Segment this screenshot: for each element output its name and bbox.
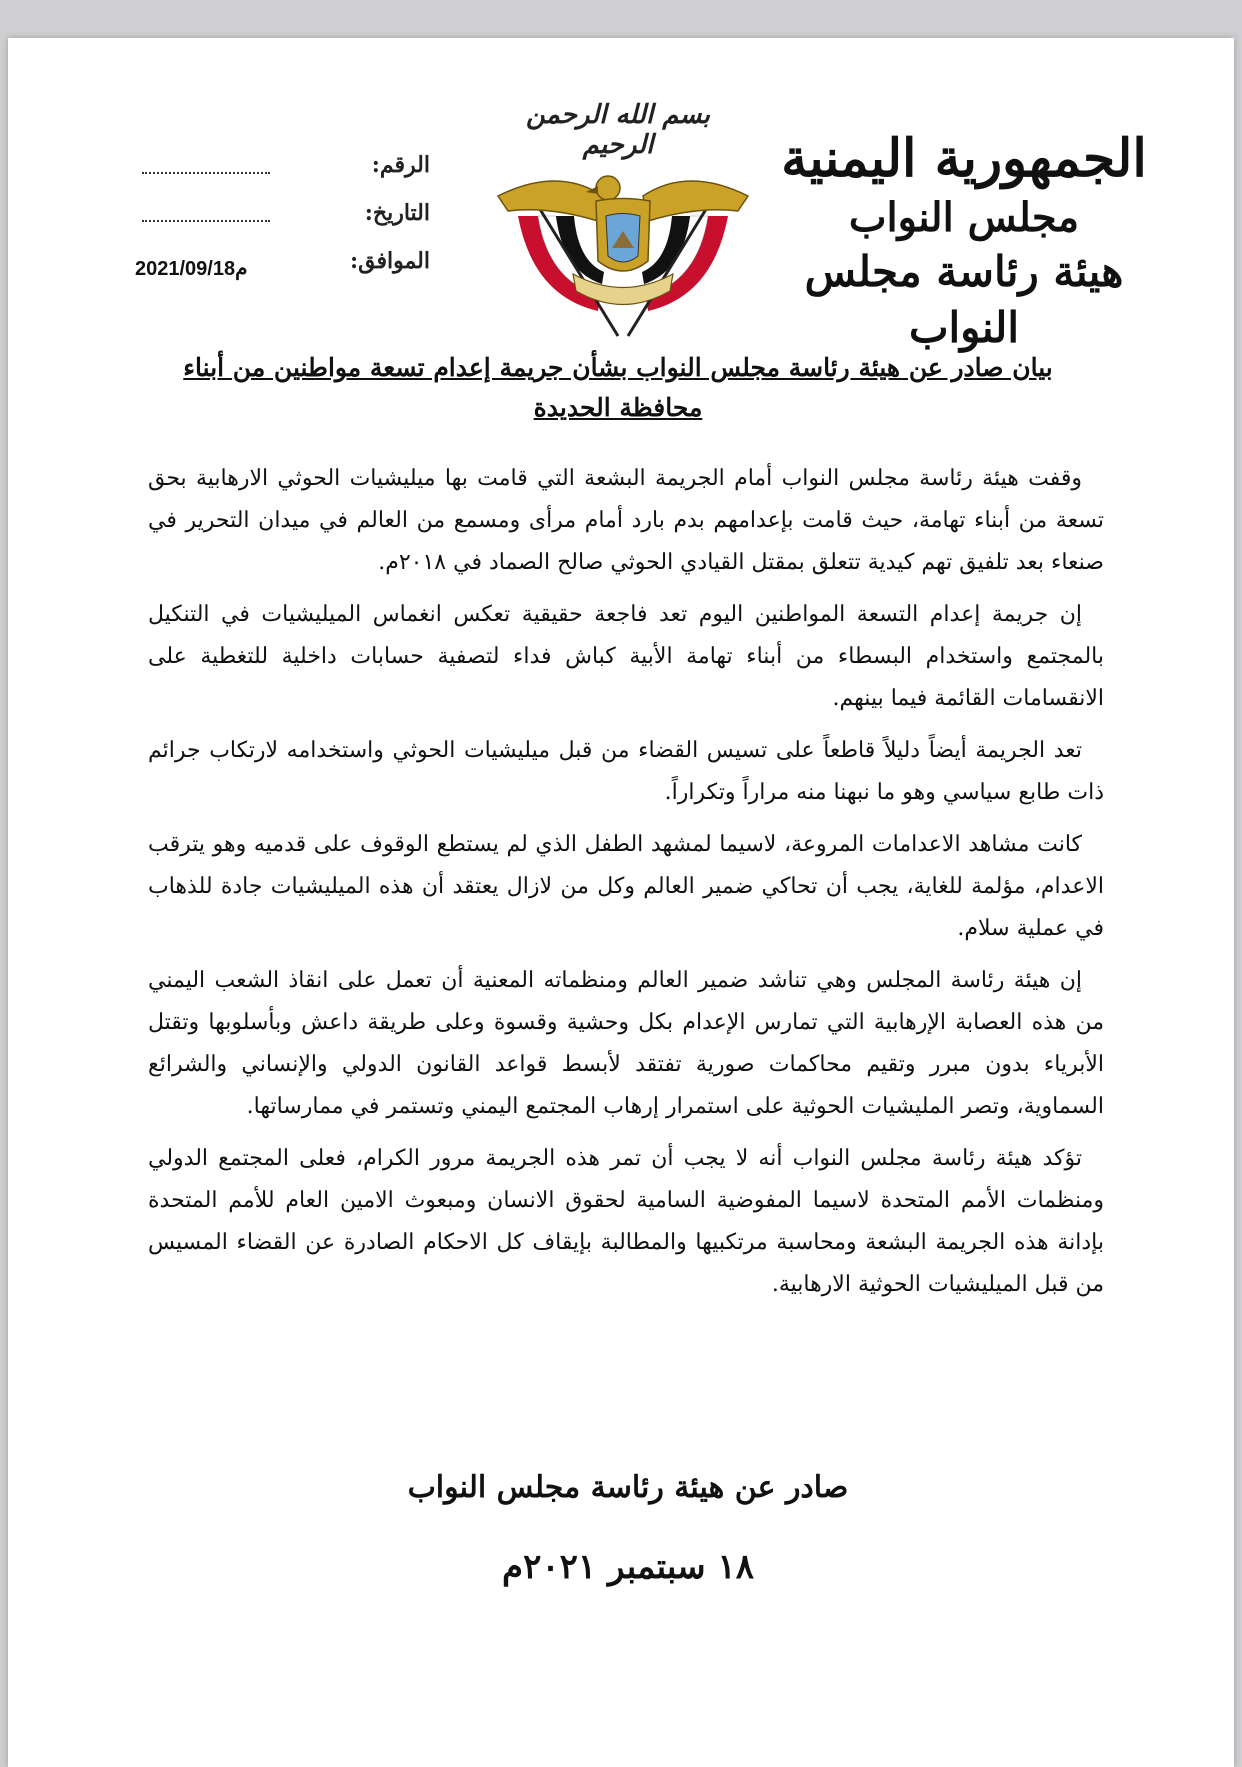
- ref-number-label: الرقم:: [371, 152, 430, 178]
- ref-date-row: [130, 200, 430, 248]
- reference-block: [130, 152, 430, 296]
- paragraph: إن جريمة إعدام التسعة المواطنين اليوم تعد فاجعة حقيقية تعكس انغماس الميليشيات في التنكيل بالمجتمع واستخدام البسطاء من أبناء تهامة الأبية كباش فداء لتصفية حسابات داخلية للتغطية على الانقسامات القائمة فيما بينهم.: [148, 602, 1104, 711]
- statement-footer: [348, 1458, 908, 1602]
- paragraph: كانت مشاهد الاعدامات المروعة، لاسيما لمشهد الطفل الذي لم يستطع الوقوف على قدميه وهو يترقب الاعدام، مؤلمة للغاية، يجب أن تحاكي ضمير العالم وكل من لازال يعتقد أن هذه الميليشيات جادة للذهاب في عملية سلام.: [148, 832, 1104, 941]
- issue-date: ١٨ سبتمبر ٢٠٢١م: [502, 1547, 754, 1587]
- statement-body: [148, 458, 1104, 1316]
- statement-title: بيان صادر عن هيئة رئاسة مجلس النواب بشأن جريمة إعدام تسعة مواطنين من أبناء محافظة الحديدة: [183, 353, 1053, 422]
- paragraph: إن هيئة رئاسة المجلس وهي تناشد ضمير العالم ومنظماته المعنية أن تعمل على انقاذ الشعب اليمني من هذه العصابة الإرهابية التي تمارس الإعدام بكل وحشية وقسوة وعلى طريقة داعش وبأسلوبها وتقتل الأبرياء بدون مبرر وتقيم محاكمات صورية تفتقد لأبسط قواعد القانون الدولي والإنساني والشرائع السماوية، وتصر المليشيات الحوثية على استمرار إرهاب المجتمع اليمني وتستمر في ممارساتها.: [148, 968, 1104, 1119]
- issuer-line: صادر عن هيئة رئاسة مجلس النواب: [407, 1470, 849, 1505]
- yemen-eagle-emblem-icon: [478, 96, 768, 346]
- org-line-presidency: هيئة رئاسة مجلس النواب: [804, 247, 1124, 352]
- letterhead: [8, 38, 1234, 352]
- bismillah-text: بسم الله الرحمن الرحيم: [526, 100, 710, 160]
- org-line-parliament: مجلس النواب: [848, 194, 1080, 241]
- ref-corresponding-row: [130, 248, 430, 296]
- ref-date-label: التاريخ:: [364, 200, 430, 226]
- organization-name: [774, 126, 1154, 356]
- ref-corresponding-label: الموافق:: [350, 248, 430, 274]
- paragraph: وقفت هيئة رئاسة مجلس النواب أمام الجريمة البشعة التي قامت بها ميليشيات الحوثي الارهابية بحق تسعة من أبناء تهامة، حيث قامت بإعدامهم بدم بارد أمام مرأى ومسمع من العالم في ميدان التحرير في صنعاء بعد تلفيق تهم كيدية تتعلق بمقتل القيادي الحوثي صالح الصماد في ٢٠١٨م.: [148, 466, 1104, 575]
- ref-number-row: [130, 152, 430, 200]
- ref-corresponding-value: 2021/09/18م: [135, 258, 248, 280]
- document-page: [8, 38, 1234, 1767]
- org-line-republic: الجمهورية اليمنية: [781, 128, 1147, 189]
- ref-number-field: [142, 172, 270, 174]
- paragraph: تؤكد هيئة رئاسة مجلس النواب أنه لا يجب أن تمر هذه الجريمة مرور الكرام، فعلى المجتمع الدولي ومنظمات الأمم المتحدة لاسيما المفوضية السامية لحقوق الانسان ومبعوث الامين العام للأمم المتحدة بإدانة هذه الجريمة البشعة ومحاسبة مرتكبيها والمطالبة بإيقاف كل الاحكام الصادرة عن القضاء المسيس من قبل الميليشيات الحوثية الارهابية.: [148, 1146, 1104, 1297]
- ref-date-field: [142, 220, 270, 222]
- paragraph: تعد الجريمة أيضاً دليلاً قاطعاً على تسيس القضاء من قبل ميليشيات الحوثي واستخدامه لارتكاب جرائم ذات طابع سياسي وهو ما نبهنا منه مراراً وتكراراً.: [148, 738, 1104, 805]
